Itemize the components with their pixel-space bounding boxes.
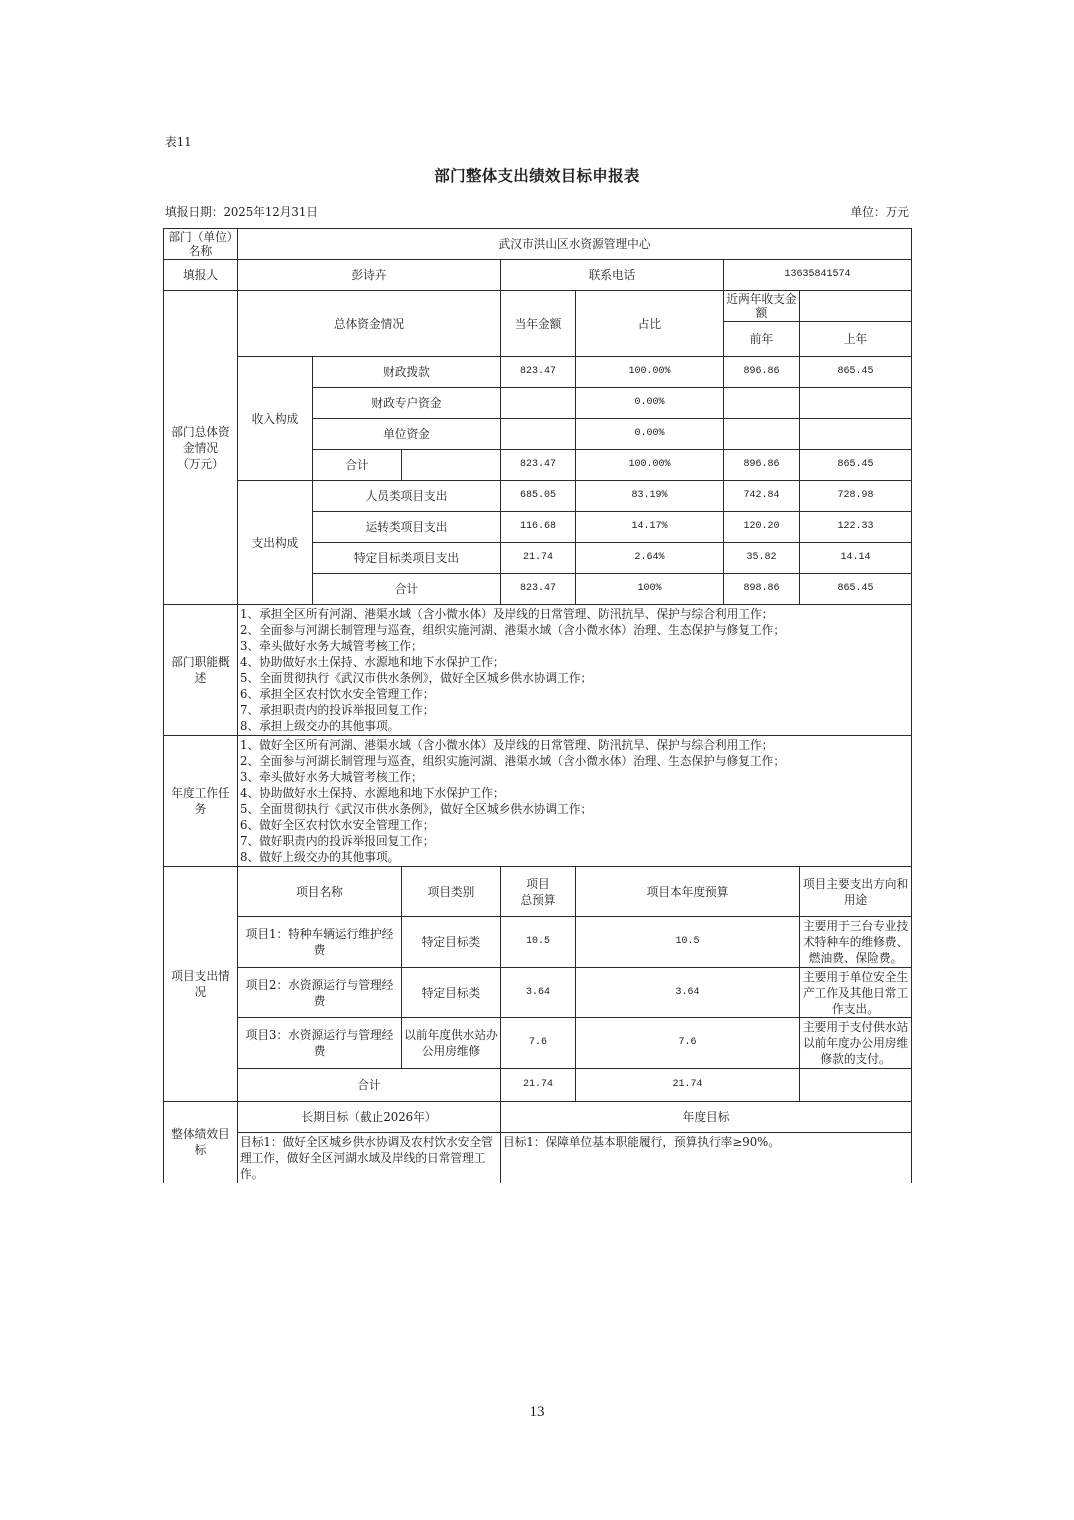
performance-label: 整体绩效目标 [164, 1102, 238, 1183]
income-current: 823.47 [501, 357, 576, 388]
expense-total-prev1: 865.45 [800, 574, 912, 605]
project-total-budget: 7.6 [501, 1018, 576, 1069]
income-share: 0.00% [576, 419, 724, 450]
expense-prev1: 14.14 [800, 543, 912, 574]
dept-name-row [164, 229, 912, 260]
fill-date: 填报日期：2025年12月31日 [165, 205, 318, 219]
empty-cell [800, 419, 912, 450]
projects-label: 项目支出情况 [164, 867, 238, 1102]
project-row [164, 968, 912, 1018]
income-prev1: 865.45 [800, 357, 912, 388]
expense-prev2: 35.82 [724, 543, 800, 574]
annual-tasks-row [164, 736, 912, 867]
project-purpose-header: 项目主要支出方向和用途 [800, 867, 912, 917]
expense-share: 83.19% [576, 481, 724, 512]
project-name-header: 项目名称 [238, 867, 402, 917]
empty-cell [402, 450, 501, 481]
performance-goal-row [164, 1133, 912, 1183]
income-prev2: 896.86 [724, 357, 800, 388]
prev1-year-header: 上年 [800, 322, 912, 357]
current-amount-header: 当年金额 [501, 291, 576, 357]
expense-item: 人员类项目支出 [313, 481, 501, 512]
funds-header-row [164, 291, 912, 322]
project-purpose: 主要用于三台专业技术特种车的维修费、燃油费、保险费。 [800, 917, 912, 968]
phone-label: 联系电话 [501, 260, 724, 291]
table-number: 表11 [165, 135, 192, 149]
income-row [164, 357, 912, 388]
projects-total-annual-budget: 21.74 [576, 1069, 800, 1102]
task-line: 5、全面贯彻执行《武汉市供水条例》，做好全区城乡供水协调工作； [240, 802, 593, 816]
task-line: 7、做好职责内的投诉举报回复工作； [240, 834, 435, 848]
expense-prev1: 122.33 [800, 512, 912, 543]
project-annual-budget: 10.5 [576, 917, 800, 968]
expense-item: 特定目标类项目支出 [313, 543, 501, 574]
project-total-budget: 10.5 [501, 917, 576, 968]
empty-cell [800, 291, 912, 322]
projects-total-row [164, 1069, 912, 1102]
expense-share: 14.17% [576, 512, 724, 543]
project-annual-budget: 3.64 [576, 968, 800, 1018]
filler-row [164, 260, 912, 291]
income-share: 100.00% [576, 357, 724, 388]
project-annual-budget-header: 项目本年度预算 [576, 867, 800, 917]
income-item: 财政专户资金 [313, 388, 501, 419]
task-line: 4、协助做好水土保持、水源地和地下水保护工作； [240, 786, 505, 800]
duty-line: 2、全面参与河湖长制管理与巡查，组织实施河湖、港渠水域（含小微水体）治理、生态保护与修复工作； [240, 623, 786, 637]
expense-current: 685.05 [501, 481, 576, 512]
annual-goal-text: 目标1：保障单位基本职能履行，预算执行率≥90%。 [501, 1133, 912, 1183]
task-line: 8、做好上级交办的其他事项。 [240, 850, 400, 864]
project-purpose: 主要用于支付供水站以前年度办公用房维修款的支付。 [800, 1018, 912, 1069]
funds-overview-header: 总体资金情况 [238, 291, 501, 357]
performance-form-table [163, 228, 912, 1183]
two-year-header: 近两年收支金额 [724, 291, 800, 322]
projects-total-budget: 21.74 [501, 1069, 576, 1102]
share-header: 占比 [576, 291, 724, 357]
filler-label: 填报人 [164, 260, 238, 291]
filler-name: 彭诗卉 [238, 260, 501, 291]
income-item: 单位资金 [313, 419, 501, 450]
empty-cell [724, 419, 800, 450]
project-row [164, 1018, 912, 1069]
unit-label: 单位：万元 [850, 205, 909, 219]
income-share: 0.00% [576, 388, 724, 419]
performance-header-row [164, 1102, 912, 1133]
expense-total-prev2: 898.86 [724, 574, 800, 605]
expense-current: 21.74 [501, 543, 576, 574]
empty-cell [800, 388, 912, 419]
duty-line: 8、承担上级交办的其他事项。 [240, 719, 400, 733]
task-line: 3、牵头做好水务大城管考核工作； [240, 770, 423, 784]
expense-group-label: 支出构成 [238, 481, 313, 605]
income-item: 财政拨款 [313, 357, 501, 388]
income-total-share: 100.00% [576, 450, 724, 481]
expense-prev2: 120.20 [724, 512, 800, 543]
annual-tasks-text [238, 736, 912, 867]
empty-cell [501, 388, 576, 419]
task-line: 1、做好全区所有河湖、港渠水域（含小微水体）及岸线的日常管理、防汛抗旱、保护与综合利用工作； [240, 738, 774, 752]
phone-value: 13635841574 [724, 260, 912, 291]
empty-cell [501, 419, 576, 450]
expense-prev2: 742.84 [724, 481, 800, 512]
long-term-goal-text: 目标1：做好全区城乡供水协调及农村饮水安全管理工作，做好全区河湖水域及岸线的日常管理工作。 [238, 1133, 501, 1183]
expense-total-share: 100% [576, 574, 724, 605]
expense-current: 116.68 [501, 512, 576, 543]
duties-row [164, 605, 912, 736]
projects-total-label: 合计 [238, 1069, 501, 1102]
dept-name-value: 武汉市洪山区水资源管理中心 [238, 229, 912, 260]
duty-line: 6、承担全区农村饮水安全管理工作； [240, 687, 435, 701]
long-term-goal-header: 长期目标（截止2026年） [238, 1102, 501, 1133]
project-row [164, 917, 912, 968]
expense-row [164, 481, 912, 512]
prev2-year-header: 前年 [724, 322, 800, 357]
empty-cell [800, 1069, 912, 1102]
task-line: 6、做好全区农村饮水安全管理工作； [240, 818, 435, 832]
duty-line: 4、协助做好水土保持、水源地和地下水保护工作； [240, 655, 505, 669]
project-name: 项目1：特种车辆运行维护经费 [238, 917, 402, 968]
empty-cell [724, 388, 800, 419]
duties-text [238, 605, 912, 736]
page-number: 13 [529, 1404, 545, 1420]
expense-item: 运转类项目支出 [313, 512, 501, 543]
expense-total-label: 合计 [313, 574, 501, 605]
funds-section-label: 部门总体资金情况 （万元） [164, 291, 238, 605]
task-line: 2、全面参与河湖长制管理与巡查，组织实施河湖、港渠水域（含小微水体）治理、生态保护与修复工作； [240, 754, 786, 768]
project-name: 项目2：水资源运行与管理经费 [238, 968, 402, 1018]
expense-share: 2.64% [576, 543, 724, 574]
income-total-prev1: 865.45 [800, 450, 912, 481]
expense-total-current: 823.47 [501, 574, 576, 605]
project-category: 特定目标类 [402, 917, 501, 968]
income-total-label: 合计 [313, 450, 402, 481]
project-annual-budget: 7.6 [576, 1018, 800, 1069]
annual-goal-header: 年度目标 [501, 1102, 912, 1133]
duty-line: 5、全面贯彻执行《武汉市供水条例》，做好全区城乡供水协调工作； [240, 671, 593, 685]
project-total-budget: 3.64 [501, 968, 576, 1018]
duty-line: 7、承担职责内的投诉举报回复工作； [240, 703, 435, 717]
project-category-header: 项目类别 [402, 867, 501, 917]
duty-line: 3、牵头做好水务大城管考核工作； [240, 639, 423, 653]
income-group-label: 收入构成 [238, 357, 313, 481]
annual-tasks-label: 年度工作任务 [164, 736, 238, 867]
dept-name-label: 部门（单位）名称 [164, 229, 238, 260]
project-category: 特定目标类 [402, 968, 501, 1018]
expense-prev1: 728.98 [800, 481, 912, 512]
project-purpose: 主要用于单位安全生产工作及其他日常工作支出。 [800, 968, 912, 1018]
project-total-budget-header: 项目 总预算 [501, 867, 576, 917]
duties-label: 部门职能概述 [164, 605, 238, 736]
project-name: 项目3：水资源运行与管理经费 [238, 1018, 402, 1069]
income-total-prev2: 896.86 [724, 450, 800, 481]
project-category: 以前年度供水站办公用房维修 [402, 1018, 501, 1069]
page-title: 部门整体支出绩效目标申报表 [434, 166, 640, 185]
income-total-current: 823.47 [501, 450, 576, 481]
projects-header-row [164, 867, 912, 917]
duty-line: 1、承担全区所有河湖、港渠水域（含小微水体）及岸线的日常管理、防汛抗旱、保护与综合利用工作； [240, 607, 774, 621]
